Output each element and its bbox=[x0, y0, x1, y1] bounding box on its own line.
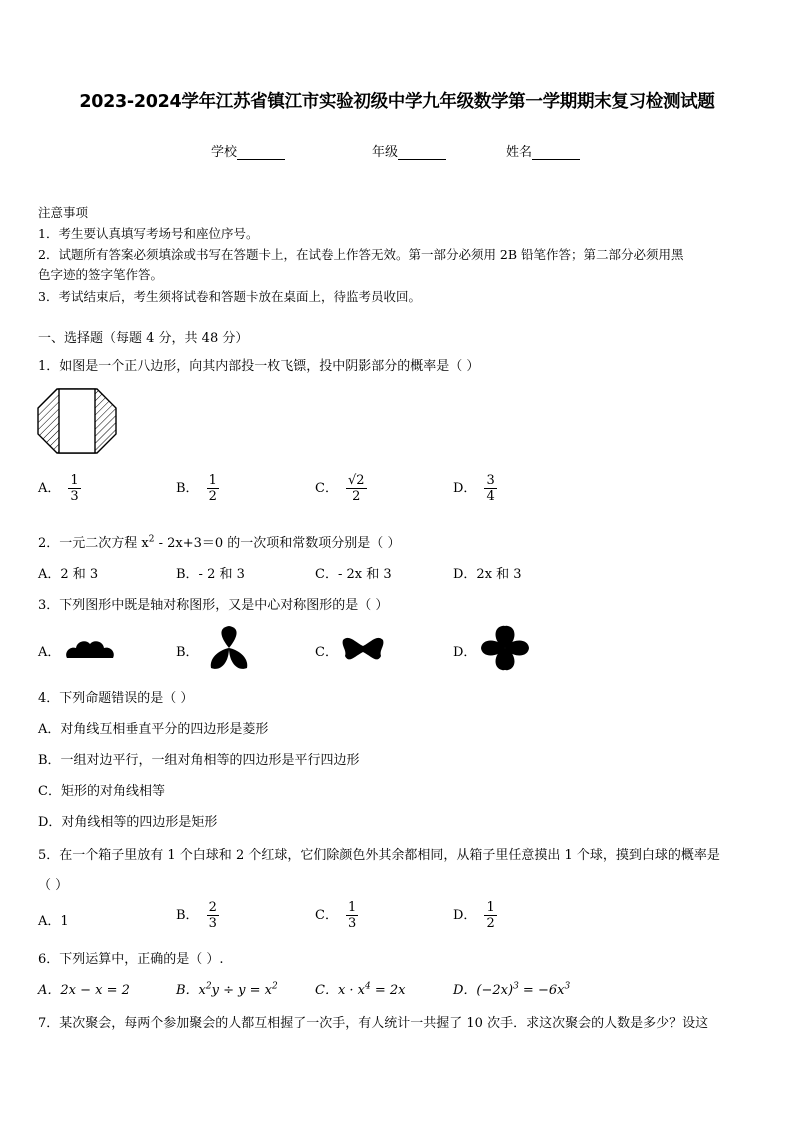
question-4-option-a[interactable]: A．对角线互相垂直平分的四边形是菱形 bbox=[38, 722, 269, 737]
note-item: 3．考试结束后，考生须将试卷和答题卡放在桌面上，待监考员收回。 bbox=[38, 289, 421, 304]
question-6-option-c[interactable]: C．$x \cdot x^4 = 2x$ bbox=[315, 981, 406, 998]
question-5-option-d[interactable]: D． $\frac{1}{2}$ bbox=[453, 900, 495, 931]
question-4-option-d[interactable]: D．对角线相等的四边形是矩形 bbox=[38, 815, 218, 830]
question-5-stem-paren: （ ） bbox=[38, 878, 69, 893]
question-7-stem: 7．某次聚会，每两个参加聚会的人都互相握了一次手，有人统计一共握了 10 次手．求这次聚会的人数是多少？设这 bbox=[38, 1016, 709, 1031]
question-1-option-b[interactable]: B． $\frac{1}{2}$ bbox=[176, 473, 217, 504]
bowtie-shape-icon bbox=[341, 634, 385, 664]
question-6-option-a[interactable]: A．2x − x = 2 bbox=[38, 983, 130, 998]
question-6-stem: 6．下列运算中，正确的是（ ）. bbox=[38, 952, 224, 967]
question-2-option-a[interactable]: A．2 和 3 bbox=[38, 567, 99, 582]
question-1-option-c[interactable]: C． $\frac{√2}{2}$ bbox=[315, 473, 365, 504]
question-2-option-b[interactable]: B．- 2 和 3 bbox=[176, 567, 245, 582]
question-3-stem: 3．下列图形中既是轴对称图形，又是中心对称图形的是（ ） bbox=[38, 598, 389, 613]
school-field[interactable] bbox=[211, 141, 285, 160]
note-item: 色字迹的签字笔作答。 bbox=[38, 267, 164, 282]
page-title: 2023-2024学年江苏省镇江市实验初级中学九年级数学第一学期期末复习检测试题 bbox=[79, 92, 715, 112]
section-heading: 一、选择题（每题 4 分，共 48 分） bbox=[38, 331, 249, 346]
question-5-option-a[interactable]: A．1 bbox=[38, 914, 69, 929]
question-4-option-c[interactable]: C．矩形的对角线相等 bbox=[38, 784, 165, 799]
question-1-stem: 1．如图是一个正八边形，向其内部投一枚飞镖，投中阴影部分的概率是（ ） bbox=[38, 359, 480, 374]
name-label: 姓名 bbox=[506, 145, 533, 160]
question-1-option-d[interactable]: D． $\frac{3}{4}$ bbox=[453, 473, 495, 504]
question-5-stem: 5．在一个箱子里放有 1 个白球和 2 个红球，它们除颜色外其余都相同，从箱子里任意摸出 1 个球，摸到白球的概率是 bbox=[38, 848, 720, 863]
grade-field[interactable] bbox=[372, 141, 446, 160]
question-5-option-c[interactable]: C． $\frac{1}{3}$ bbox=[315, 900, 357, 931]
name-field[interactable] bbox=[506, 141, 580, 160]
question-1-option-a[interactable]: A． $\frac{1}{3}$ bbox=[38, 473, 79, 504]
question-6-option-b[interactable]: B．$x^2y \div y = x^2$ bbox=[176, 981, 278, 998]
question-3-option-c[interactable]: C． bbox=[315, 645, 338, 660]
question-3-option-d[interactable]: D． bbox=[453, 645, 477, 660]
question-6-option-d[interactable]: D．$(-2x)^3 = -6x^3$ bbox=[453, 981, 571, 998]
question-4-option-b[interactable]: B．一组对边平行，一组对角相等的四边形是平行四边形 bbox=[38, 753, 360, 768]
four-leaf-shape-icon bbox=[478, 624, 532, 672]
note-item: 2．试题所有答案必须填涂或书写在答题卡上，在试卷上作答无效。第一部分必须用 2B 铅笔作答；第二部分必须用黑 bbox=[38, 247, 684, 262]
note-item: 1．考生要认真填写考场号和座位序号。 bbox=[38, 226, 259, 241]
grade-label: 年级 bbox=[372, 145, 399, 160]
question-5-option-b[interactable]: B． $\frac{2}{3}$ bbox=[176, 900, 217, 931]
trefoil-shape-icon bbox=[201, 626, 257, 670]
notes-heading: 注意事项 bbox=[38, 205, 89, 220]
question-3-option-b[interactable]: B． bbox=[176, 645, 199, 660]
question-2-option-d[interactable]: D．2x 和 3 bbox=[453, 567, 522, 582]
octagon-figure bbox=[37, 388, 117, 454]
school-label: 学校 bbox=[211, 145, 238, 160]
question-2-option-c[interactable]: C．- 2x 和 3 bbox=[315, 567, 392, 582]
cloud-shape-icon bbox=[64, 636, 116, 662]
question-4-stem: 4．下列命题错误的是（ ） bbox=[38, 691, 194, 706]
question-3-option-a[interactable]: A． bbox=[38, 645, 61, 660]
question-2-stem: 2．一元二次方程 $x^2 - 2x+3=0$ 的一次项和常数项分别是（ ） bbox=[38, 534, 401, 551]
